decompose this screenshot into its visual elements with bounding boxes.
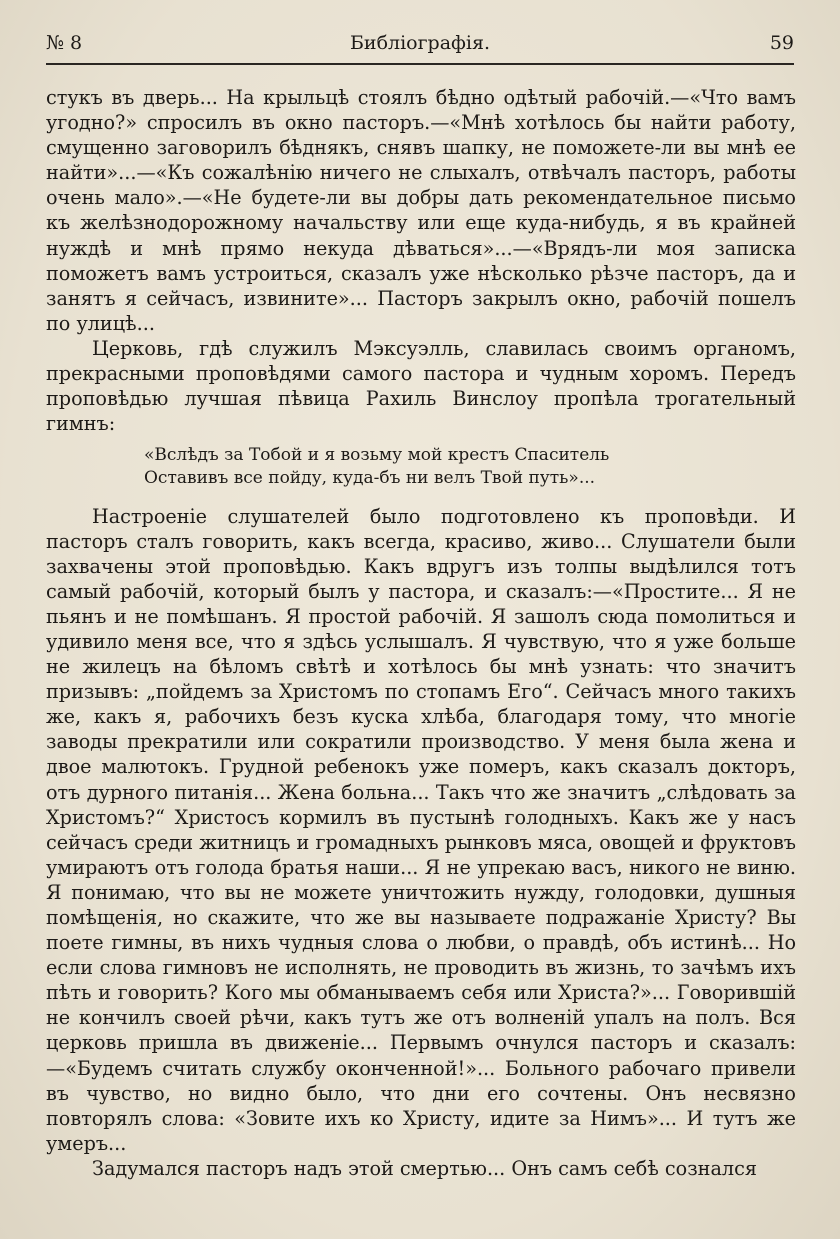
running-header — [46, 30, 794, 60]
paragraph: Церковь, гдѣ служилъ Мэксуэлль, славилась своимъ органомъ, прекрасными проповѣдями самого пастора и чудным хоромъ. Передъ проповѣдью лучшая пѣвица Рахиль Винслоу пропѣла трогательный гимнъ: — [46, 336, 796, 436]
hymn-quote — [144, 444, 796, 489]
hymn-line: Оставивъ все пойду, куда-бъ ни велъ Твой путь»... — [144, 467, 596, 488]
paragraph: стукъ въ дверь... На крыльцѣ стоялъ бѣдно одѣтый рабочій.—«Что вамъ угодно?» спросилъ въ окно пасторъ.—«Мнѣ хотѣлось бы найти работу, смущенно заговорилъ бѣднякъ, снявъ шапку, не поможете-ли вы мнѣ ее найти»...—«Къ сожалѣнію ничего не слыхалъ, отвѣчалъ пасторъ, работы очень мало».—«Не будете-ли вы добры дать рекомендательное письмо къ желѣзнодорожному начальству или еще куда-нибудь, я въ крайней нуждѣ и мнѣ прямо некуда дѣваться»...—«Врядъ-ли моя записка поможетъ вамъ устроиться, сказалъ уже нѣсколько рѣзче пасторъ, да и занятъ я сейчасъ, извините»... Пасторъ закрылъ окно, рабочій пошелъ по улицѣ... — [46, 86, 796, 335]
hymn-line: «Вслѣдъ за Тобой и я возьму мой крестъ Спаситель — [144, 445, 610, 466]
section-title: Библіографія. — [349, 32, 491, 54]
issue-number: № 8 — [46, 32, 83, 54]
page-number: 59 — [769, 32, 794, 54]
paragraph: Настроеніе слушателей было подготовлено къ проповѣди. И пасторъ сталъ говорить, какъ всегда, красиво, живо... Слушатели были захвачены этой проповѣдью. Какъ вдругъ изъ толпы выдѣлился тотъ самый рабочій, который былъ у пастора, и сказалъ:—«Простите... Я не пьянъ и не помѣшанъ. Я простой рабочій. Я зашолъ сюда помолиться и удивило меня все, что я здѣсь услышалъ. Я чувствую, что я уже больше не жилецъ на бѣломъ свѣтѣ и хотѣлось бы мнѣ узнать: что значитъ призывъ: „пойдемъ за Христомъ по стопамъ Его“. Сейчасъ много такихъ же, какъ я, рабочихъ безъ куска хлѣба, благодаря тому, что многіе заводы прекратили или сократили производство. У меня была жена и двое малютокъ. Грудной ребенокъ уже померъ, какъ сказалъ докторъ, отъ дурного питанія... Жена больна... Такъ что же значитъ „слѣдовать за Христомъ?“ Христосъ кормилъ въ пустынѣ голодныхъ. Какъ же у насъ сейчасъ среди житницъ и громадныхъ рынковъ мяса, овощей и фруктовъ умираютъ отъ голода братья наши... Я не упрекаю васъ, никого не виню. Я понимаю, что вы не можете уничтожить нужду, голодовки, душныя помѣщенія, но скажите, что же вы называете подражаніе Христу? Вы поете гимны, въ нихъ чудныя слова о любви, о правдѣ, объ истинѣ... Но если слова гимновъ не исполнять, не проводить въ жизнь, то зачѣмъ ихъ пѣть и говорить? Кого мы обманываемъ себя или Христа?»... Говорившій не кончилъ своей рѣчи, какъ тутъ же отъ волненій упалъ на полъ. Вся церковь пришла въ движеніе... Первымъ очнулся пасторъ и сказалъ:—«Будемъ считать службу оконченной!»... Больного рабочаго привели въ чувство, но видно было, что дни его сочтены. Онъ несвязно повторялъ слова: «Зовите ихъ ко Христу, идите за Нимъ»... И тутъ же умеръ... — [46, 504, 796, 1155]
paragraph: Задумался пасторъ надъ этой смертью... Онъ самъ себѣ сознался — [92, 1156, 757, 1180]
header-rule — [46, 63, 794, 65]
article-body — [46, 85, 796, 1181]
